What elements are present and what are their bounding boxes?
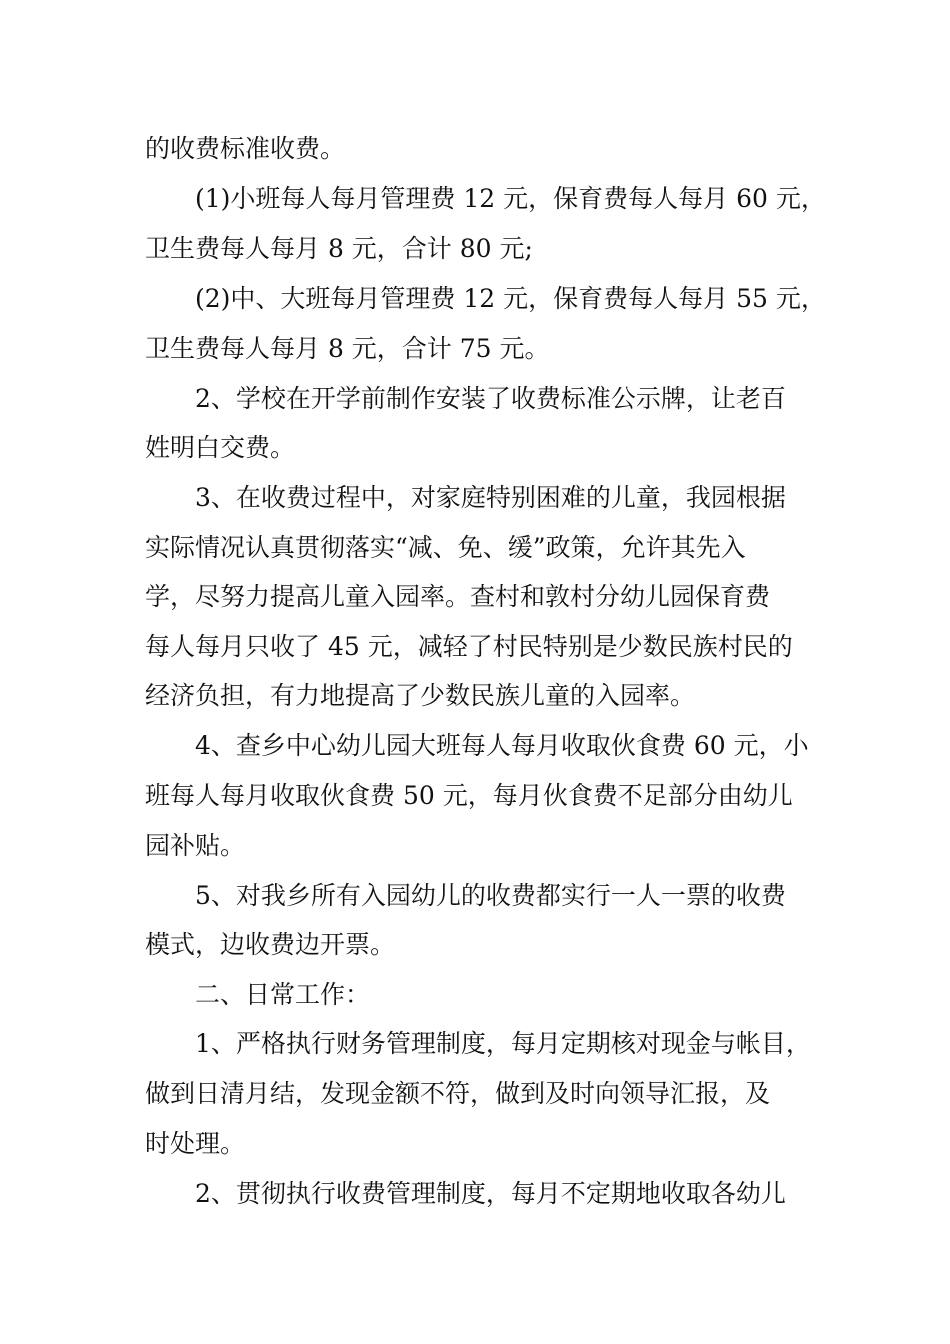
text-line: 模式，边收费边开票。 [145, 930, 396, 959]
text-line: 4、查乡中心幼儿园大班每人每月收取伙食费 60 元，小 [195, 731, 809, 760]
text-line: 园补贴。 [145, 831, 246, 860]
text-line: 卫生费每人每月 8 元，合计 75 元。 [145, 334, 550, 363]
text-line: 2、学校在开学前制作安装了收费标准公示牌，让老百 [195, 384, 786, 413]
text-line: 经济负担，有力地提高了少数民族儿童的入园率。 [145, 681, 696, 710]
text-line: 班每人每月收取伙食费 50 元，每月伙食费不足部分由幼儿 [145, 781, 793, 810]
text-line: (1)小班每人每月管理费 12 元，保育费每人每月 60 元， [195, 184, 826, 213]
text-line: 3、在收费过程中，对家庭特别困难的儿童，我园根据 [195, 483, 786, 512]
text-line: 2、贯彻执行收费管理制度，每月不定期地收取各幼儿 [195, 1179, 786, 1208]
text-line: 的收费标准收费。 [145, 134, 346, 163]
text-line: 做到日清月结，发现金额不符，做到及时向领导汇报，及 [145, 1079, 771, 1108]
text-line: 学，尽努力提高儿童入园率。查村和敦村分幼儿园保育费 [145, 582, 771, 611]
text-line: 5、对我乡所有入园幼儿的收费都实行一人一票的收费 [195, 881, 786, 910]
text-line: 时处理。 [145, 1129, 246, 1158]
text-line: (2)中、大班每月管理费 12 元，保育费每人每月 55 元， [195, 284, 826, 313]
text-line: 1、严格执行财务管理制度，每月定期核对现金与帐目， [195, 1029, 811, 1058]
text-line: 二、日常工作： [195, 980, 371, 1009]
text-line: 每人每月只收了 45 元，减轻了村民特别是少数民族村民的 [145, 632, 793, 661]
text-line: 卫生费每人每月 8 元，合计 80 元; [145, 234, 533, 263]
text-line: 姓明白交费。 [145, 433, 296, 462]
text-line: 实际情况认真贯彻落实“减、免、缓”政策，允许其先入 [145, 533, 746, 562]
